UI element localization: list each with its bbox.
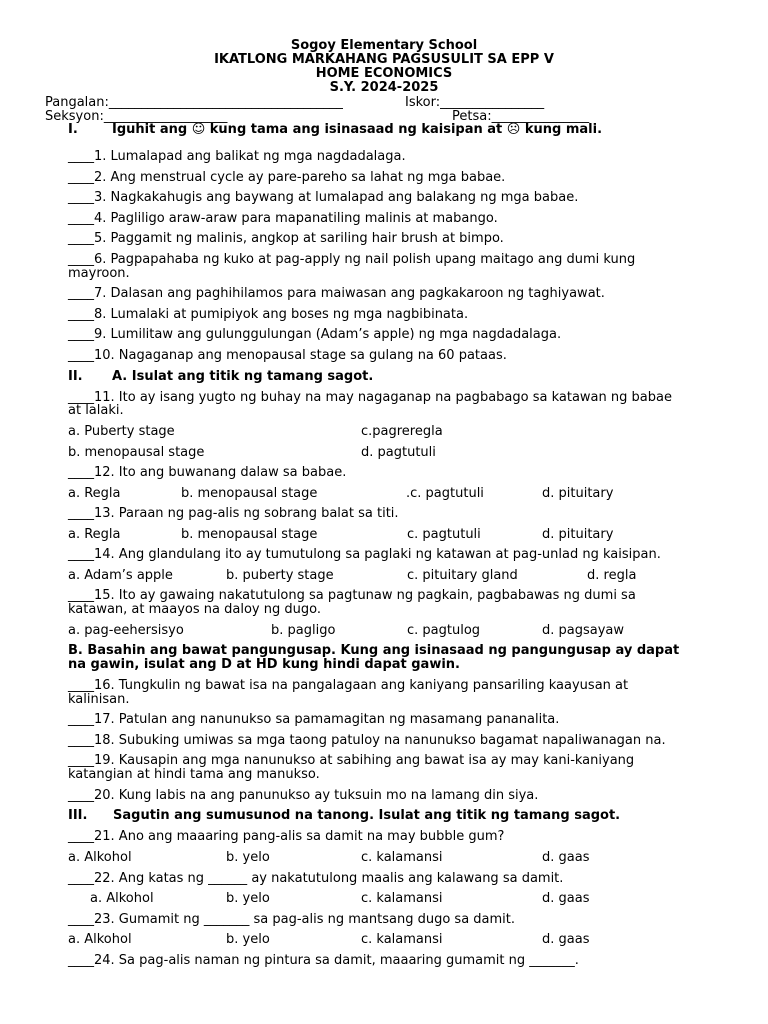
item-13-option-c: c. pagtutuli — [407, 527, 481, 542]
part3-number: III. — [68, 808, 88, 823]
item-11-option-d: d. pagtutuli — [361, 445, 436, 460]
item-9: ____9. Lumilitaw ang gulunggulungan (Adam’s apple) ng mga nagdadalaga. — [68, 327, 562, 342]
item-11-option-b: b. menopausal stage — [68, 445, 205, 460]
item-21-option-d: d. gaas — [542, 850, 590, 865]
item-14-option-a: a. Adam’s apple — [68, 568, 173, 583]
item-1: ____1. Lumalapad ang balikat ng mga nagdadalaga. — [68, 149, 406, 164]
item-18: ____18. Subuking umiwas sa mga taong patuloy na nanunukso bagamat napaliwanagan na. — [68, 733, 666, 748]
item-15-option-c: c. pagtulog — [407, 623, 481, 638]
item-16: ____16. Tungkulin ng bawat isa na pangalagaan ang kaniyang pansariling kaayusan at — [68, 678, 629, 693]
item-15: ____15. Ito ay gawaing nakatutulong sa pagtunaw ng pagkain, pagbabawas ng dumi sa — [68, 588, 636, 603]
part1-number: I. — [68, 122, 78, 137]
item-3: ____3. Nagkakahugis ang baywang at lumalapad ang balakang ng mga babae. — [68, 190, 579, 205]
item-2: ____2. Ang menstrual cycle ay pare-pareho sa lahat ng mga babae. — [68, 170, 506, 185]
item-23-option-a: a. Alkohol — [68, 932, 132, 947]
item-15-option-b: b. pagligo — [271, 623, 336, 638]
item-8: ____8. Lumalaki at pumipiyok ang boses ng mga nagbibinata. — [68, 307, 469, 322]
item-11-option-c: c.pagreregla — [361, 424, 443, 439]
item-14-option-c: c. pituitary gland — [407, 568, 518, 583]
item-15-option-d: d. pagsayaw — [542, 623, 625, 638]
pangalan-field: Pangalan:____________________________________ — [45, 95, 343, 110]
item-15-cont: katawan, at maayos na daloy ng dugo. — [68, 602, 321, 617]
item-11-cont: at lalaki. — [68, 403, 124, 418]
item-6-cont: mayroon. — [68, 266, 130, 281]
item-12-option-b: b. menopausal stage — [181, 486, 318, 501]
item-15-option-a: a. pag-eehersisyo — [68, 623, 184, 638]
exam-title: IKATLONG MARKAHANG PAGSUSULIT SA EPP V — [214, 52, 554, 67]
part2b-instruction: B. Basahin ang bawat pangungusap. Kung ang isinasaad ng pangungusap ay dapat — [68, 643, 680, 658]
item-21: ____21. Ano ang maaaring pang-alis sa damit na may bubble gum? — [68, 829, 505, 844]
item-23: ____23. Gumamit ng _______ sa pag-alis ng mantsang dugo sa damit. — [68, 912, 516, 927]
item-14: ____14. Ang glandulang ito ay tumutulong sa paglaki ng katawan at pag-unlad ng kaisipan. — [68, 547, 661, 562]
item-13-option-a: a. Regla — [68, 527, 121, 542]
item-17: ____17. Patulan ang nanunukso sa pamamagitan ng masamang pananalita. — [68, 712, 560, 727]
item-10: ____10. Nagaganap ang menopausal stage sa gulang na 60 pataas. — [68, 348, 507, 363]
subject-title: HOME ECONOMICS — [315, 66, 453, 81]
item-22-option-d: d. gaas — [542, 891, 590, 906]
item-11-option-a: a. Puberty stage — [68, 424, 175, 439]
part1-instruction: Iguhit ang ☺ kung tama ang isinasaad ng kaisipan at ☹ kung mali. — [112, 122, 603, 137]
item-22-option-a: a. Alkohol — [90, 891, 154, 906]
petsa-field: Petsa:_______________ — [452, 109, 590, 124]
item-21-option-a: a. Alkohol — [68, 850, 132, 865]
item-23-option-d: d. gaas — [542, 932, 590, 947]
item-19-cont: katangian at hindi tama ang manukso. — [68, 767, 320, 782]
item-22-option-c: c. kalamansi — [361, 891, 443, 906]
part3-instruction: Sagutin ang sumusunod na tanong. Isulat ang titik ng tamang sagot. — [113, 808, 621, 823]
school-year: S.Y. 2024-2025 — [329, 80, 439, 95]
item-13-option-d: d. pituitary — [542, 527, 614, 542]
item-12: ____12. Ito ang buwanang dalaw sa babae. — [68, 465, 347, 480]
school-name: Sogoy Elementary School — [290, 38, 478, 53]
item-12-option-d: d. pituitary — [542, 486, 614, 501]
item-4: ____4. Pagliligo araw-araw para mapanatiling malinis at mabango. — [68, 211, 498, 226]
item-11: ____11. Ito ay isang yugto ng buhay na may nagaganap na pagbabago sa katawan ng babae — [68, 390, 672, 405]
item-14-option-b: b. puberty stage — [226, 568, 334, 583]
item-6: ____6. Pagpapahaba ng kuko at pag-apply ng nail polish upang maitago ang dumi kung — [68, 252, 636, 267]
item-22-option-b: b. yelo — [226, 891, 270, 906]
item-23-option-b: b. yelo — [226, 932, 270, 947]
item-22: ____22. Ang katas ng ______ ay nakatutulong maalis ang kalawang sa damit. — [68, 871, 564, 886]
item-23-option-c: c. kalamansi — [361, 932, 443, 947]
item-5: ____5. Paggamit ng malinis, angkop at sariling hair brush at bimpo. — [68, 231, 504, 246]
item-20: ____20. Kung labis na ang panunukso ay tuksuin mo na lamang din siya. — [68, 788, 539, 803]
item-13: ____13. Paraan ng pag-alis ng sobrang balat sa titi. — [68, 506, 399, 521]
item-21-option-c: c. kalamansi — [361, 850, 443, 865]
item-13-option-b: b. menopausal stage — [181, 527, 318, 542]
item-12-option-a: a. Regla — [68, 486, 121, 501]
item-19: ____19. Kausapin ang mga nanunukso at sabihing ang bawat isa ay may kani-kaniyang — [68, 753, 635, 768]
part2-number: II. — [68, 369, 83, 384]
item-14-option-d: d. regla — [587, 568, 637, 583]
item-16-cont: kalinisan. — [68, 692, 130, 707]
iskor-field: Iskor:________________ — [405, 95, 545, 110]
item-24: ____24. Sa pag-alis naman ng pintura sa damit, maaaring gumamit ng _______. — [68, 953, 579, 968]
item-12-option-c: .c. pagtutuli — [406, 486, 484, 501]
seksyon-field: Seksyon:___________________ — [45, 109, 228, 124]
part2-instruction: A. Isulat ang titik ng tamang sagot. — [112, 369, 374, 384]
item-7: ____7. Dalasan ang paghihilamos para maiwasan ang pagkakaroon ng taghiyawat. — [68, 286, 605, 301]
item-21-option-b: b. yelo — [226, 850, 270, 865]
part2b-instruction-cont: na gawin, isulat ang D at HD kung hindi dapat gawin. — [68, 657, 460, 672]
